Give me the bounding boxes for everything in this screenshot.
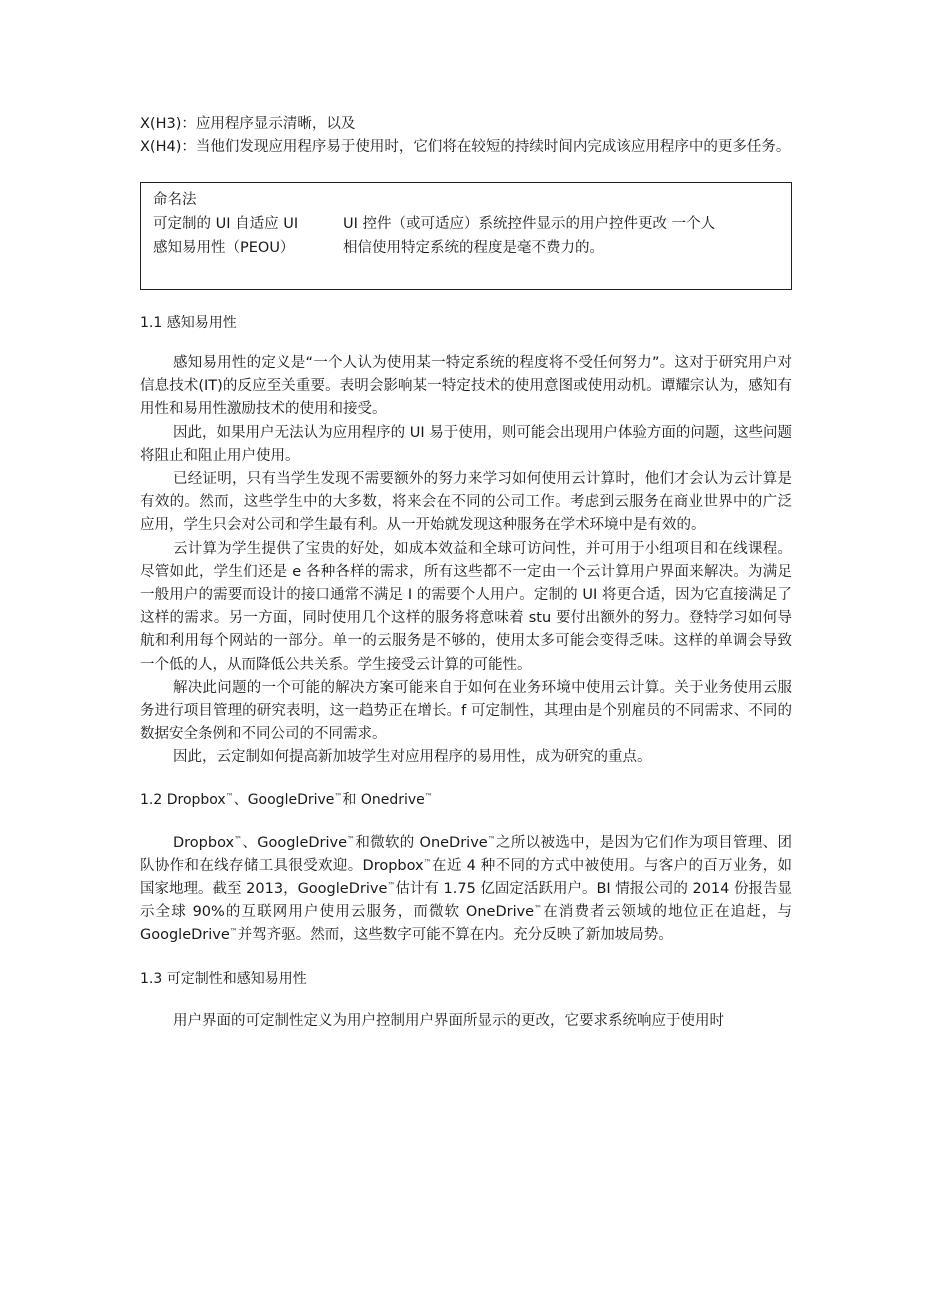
text-run: Dropbox	[173, 834, 235, 851]
nomenclature-row	[153, 212, 779, 236]
section-heading-1-3: 1.3 可定制性和感知易用性	[140, 970, 307, 987]
hypothesis-h3: X(H3)：应用程序显示清晰，以及	[140, 116, 356, 132]
body-paragraph: 云计算为学生提供了宝贵的好处，如成本效益和全球可访问性，并可用于小组项目和在线课程。尽管如此，学生们还是 e 各种各样的需求，所有这些都不一定由一个云计算用户界面来解决。为满足一般用户的需要而设计的接口通常不满足 I 的需要个人用户。定制的 UI 将更合适，因为它直接满足了这样的需求。另一方面，同时使用几个这样的服务将意味着 stu 要付出额外的努力。登特学习如何导航和利用每个网站的一部分。单一的云服务是不够的，使用太多可能会变得乏味。这样的单调会导致一个低的人，从而降低公共关系。学生接受云计算的可能性。	[140, 540, 792, 673]
body-paragraph-1-3: 用户界面的可定制性定义为用户控制用户界面所显示的更改，它要求系统响应于使用时	[173, 1012, 724, 1029]
heading-part: 和 Onedrive	[342, 791, 425, 808]
nomenclature-definition: 相信使用特定系统的程度是毫不费力的。	[343, 240, 604, 256]
trademark-mark: ™	[534, 904, 543, 914]
document-page	[140, 113, 792, 1033]
trademark-mark: ™	[234, 834, 243, 844]
trademark-mark: ™	[387, 881, 396, 891]
body-paragraph: 感知易用性的定义是“一个人认为使用某一特定系统的程度将不受任何努力”。这对于研究用户对信息技术(IT)的反应至关重要。表明会影响某一特定技术的使用意图或使用动机。谭耀宗认为，感知有用性和易用性激励技术的使用和接受。	[140, 355, 792, 418]
trademark-mark: ™	[229, 927, 238, 937]
heading-part: 1.2 Dropbox	[140, 791, 226, 808]
body-paragraph: 解决此问题的一个可能的解决方案可能来自于如何在业务环境中使用云计算。关于业务使用云服务进行项目管理的研究表明，这一趋势正在增长。f 可定制性，其理由是个别雇员的不同需求、不同的数据安全条例和不同公司的不同需求。	[140, 679, 792, 743]
trademark-mark: ™	[487, 834, 496, 844]
trademark-mark: ™	[334, 791, 343, 801]
nomenclature-definition: UI 控件（或可适应）系统控件显示的用户控件更改 一个人	[343, 216, 716, 232]
text-run: 之所以被选中，是因为它们作为项目管理、团队协作和在线存储工具很受欢迎。Dropbox	[140, 834, 793, 874]
text-run: 和微软的 OneDrive	[355, 834, 488, 851]
nomenclature-term: 感知易用性（PEOU）	[153, 240, 295, 256]
trademark-mark: ™	[347, 834, 356, 844]
text-run: 、GoogleDrive	[242, 834, 348, 851]
body-paragraph: 因此，云定制如何提高新加坡学生对应用程序的易用性，成为研究的重点。	[173, 749, 652, 766]
section-heading-1-1: 1.1 感知易用性	[140, 315, 237, 331]
text-run: 在消费者云领域的地位正在追赶，与 GoogleDrive	[140, 904, 792, 944]
trademark-mark: ™	[225, 791, 234, 801]
nomenclature-box	[140, 182, 792, 290]
heading-part: 、GoogleDrive	[233, 791, 335, 808]
section-heading-1-2	[140, 790, 792, 810]
body-paragraph-1-2	[140, 832, 792, 948]
nomenclature-title: 命名法	[153, 192, 197, 208]
text-run: 在近 4 种不同的方式中被使用。与客户的百万业务，如国家地理。截至 2013，GoogleDrive	[140, 857, 792, 898]
section-body-1-1	[140, 352, 792, 770]
trademark-mark: ™	[423, 857, 432, 867]
hypothesis-h4: X(H4)：当他们发现应用程序易于使用时，它们将在较短的持续时间内完成该应用程序中的更多任务。	[140, 139, 791, 155]
nomenclature-row	[153, 236, 779, 260]
text-run: 并驾齐驱。然而，这些数字可能不算在内。充分反映了新加坡局势。	[237, 927, 673, 944]
body-paragraph: 因此，如果用户无法认为应用程序的 UI 易于使用，则可能会出现用户体验方面的问题，这些问题将阻止和阻止用户使用。	[140, 424, 792, 464]
body-paragraph: 已经证明，只有当学生发现不需要额外的努力来学习如何使用云计算时，他们才会认为云计算是有效的。然而，这些学生中的大多数，将来会在不同的公司工作。考虑到云服务在商业世界中的广泛应用，学生只会对公司和学生最有利。从一开始就发现这种服务在学术环境中是有效的。	[140, 471, 792, 534]
nomenclature-term: 可定制的 UI 自适应 UI	[153, 216, 299, 232]
trademark-mark: ™	[424, 791, 433, 801]
text-run: 估计有 1.75 亿固定活跃用户。BI 情报公司的 2014 份报告显示全球 90%的互联网用户使用云服务，而微软 OneDrive	[140, 881, 792, 921]
